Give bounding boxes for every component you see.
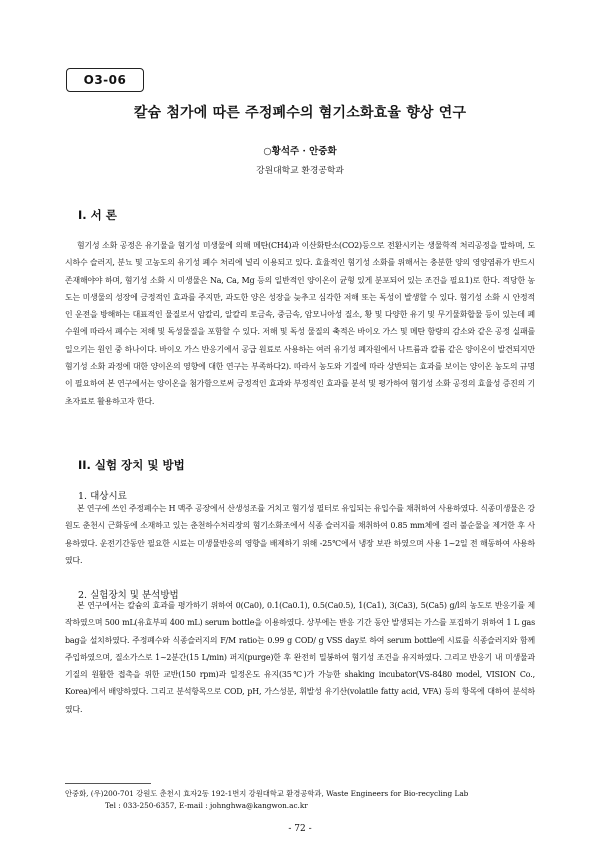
- footnote-contact: Tel : 033-250-6357, E-mail : johnghwa@kangwon.ac.kr: [105, 801, 308, 810]
- session-code-box: O3-06: [66, 68, 144, 92]
- subsection-2-paragraph: 본 연구에서는 칼슘의 효과를 평가하기 위하여 0(Ca0), 0.1(Ca0.1), 0.5(Ca0.5), 1(Ca1), 3(Ca3), 5(Ca5) g/l의 농도로 반응기를 제작하였으며 500 mL(유효부피 400 mL) serum bottle을 이용하였다. 상부에는 반응 기간 동안 발생되는 가스를 포집하기 위하여 1 L gas bag을 설치하였다. 주정폐수와 식종슬러지의 F/M ratio는 0.99 g COD/ g VSS day로 하여 serum bottle에 시료를 식종슬러지와 함께 주입하였으며, 질소가스로 1~2분간(15 L/min) 퍼지(purge)한 후 완전히 밀봉하여 혐기성 조건을 유지하였다. 그리고 반응기 내 미생물과 기질의 원활한 접촉을 위한 교반(150 rpm)과 일정온도 유지(35℃)가 가능한 shaking incubator(VS-8480 model, VISION Co., Korea)에서 배양하였다. 그리고 분석항목으로 COD, pH, 가스성분, 휘발성 유기산(volatile fatty acid, VFA) 등의 항목에 대하여 분석하였다.: [65, 601, 535, 714]
- author-list: ○황석주 · 안중화: [263, 146, 337, 157]
- page-number: - 72 -: [288, 824, 312, 834]
- footnote: [65, 788, 545, 812]
- footnote-divider: [65, 783, 151, 784]
- subsection-1-heading: 1. 대상시료: [78, 491, 127, 502]
- section-1-paragraph: 혐기성 소화 공정은 유기물을 혐기성 미생물에 의해 메탄(CH4)과 이산화탄소(CO2)등으로 전환시키는 생물학적 처리공정을 말하며, 도시하수 슬러지, 분뇨 및 고농도의 유기성 폐수 처리에 널리 이용되고 있다. 효율적인 혐기성 소화를 위해서는 충분한 양의 영양염류가 반드시 존재해야야 하며, 혐기성 소화 시 미생물은 Na, Ca, Mg 등의 일반적인 양이온이 균형 있게 분포되어 있는 조건을 필요1)로 한다. 적당한 농도는 미생물의 성장에 긍정적인 효과를 주지만, 과도한 양은 성장을 늦추고 심각한 저해 또는 독성이 발생할 수 있다. 혐기성 소화 시 안정적인 운전을 방해하는 대표적인 물질로서 암칼리, 알칼리 토금속, 중금속, 암모니아성 질소, 황 및 다양한 유기 및 무기물화합물 등이 있는데 폐수원에 따라서 폐수는 저해 및 독성물질을 포함할 수 있다. 저해 및 독성 물질의 축적은 바이오 가스 및 메탄 함량의 감소와 같은 공정 실패를 일으키는 원인 중 하나이다. 바이오 가스 반응기에서 공급 원료로 사용하는 여러 유기성 폐자원에서 나트륨과 칼륨 같은 양이온이 발견되지만 혐기성 소화 과정에 대한 양이온의 영향에 대한 연구는 부족하다2). 따라서 농도와 기질에 따라 상반되는 효과를 보이는 양이온 농도의 규명이 필요하여 본 연구에서는 양이온을 첨가함으로써 긍정적인 효과와 부정적인 효과를 분석 및 평가하여 혐기성 소화 공정의 효율성 증진의 기초자료로 활용하고자 한다.: [65, 241, 535, 406]
- affiliation: 강원대학교 환경공학과: [256, 166, 344, 176]
- section-2-heading: II. 실험 장치 및 방법: [78, 458, 185, 472]
- section-1-heading: I. 서 론: [78, 208, 117, 222]
- paper-title: 칼슘 첨가에 따른 주정폐수의 혐기소화효율 향상 연구: [133, 105, 467, 121]
- subsection-2-heading: 2. 실험장치 및 분석방법: [78, 590, 179, 601]
- subsection-1-paragraph: 본 연구에 쓰인 주정폐수는 H 맥주 공장에서 산생성조를 거치고 혐기성 필터로 유입되는 유입수를 채취하여 사용하였다. 식종미생물은 강원도 춘천시 근화동에 소재하고 있는 춘천하수처리장의 혐기소화조에서 식종 슬러지를 채취하여 0.85 mm체에 걸러 불순물을 제거한 후 사용하였다. 운전기간동안 필요한 시료는 미생물반응의 영향을 배제하기 위해 -25℃에서 냉장 보관 하였으며 사용 1~2일 전 해동하여 사용하였다.: [65, 504, 535, 565]
- footnote-address: 안중화, (우)200-701 강원도 춘천시 효자2동 192-1번지 강원대학교 환경공학과, Waste Engineers for Bio-recycling Lab: [65, 789, 469, 798]
